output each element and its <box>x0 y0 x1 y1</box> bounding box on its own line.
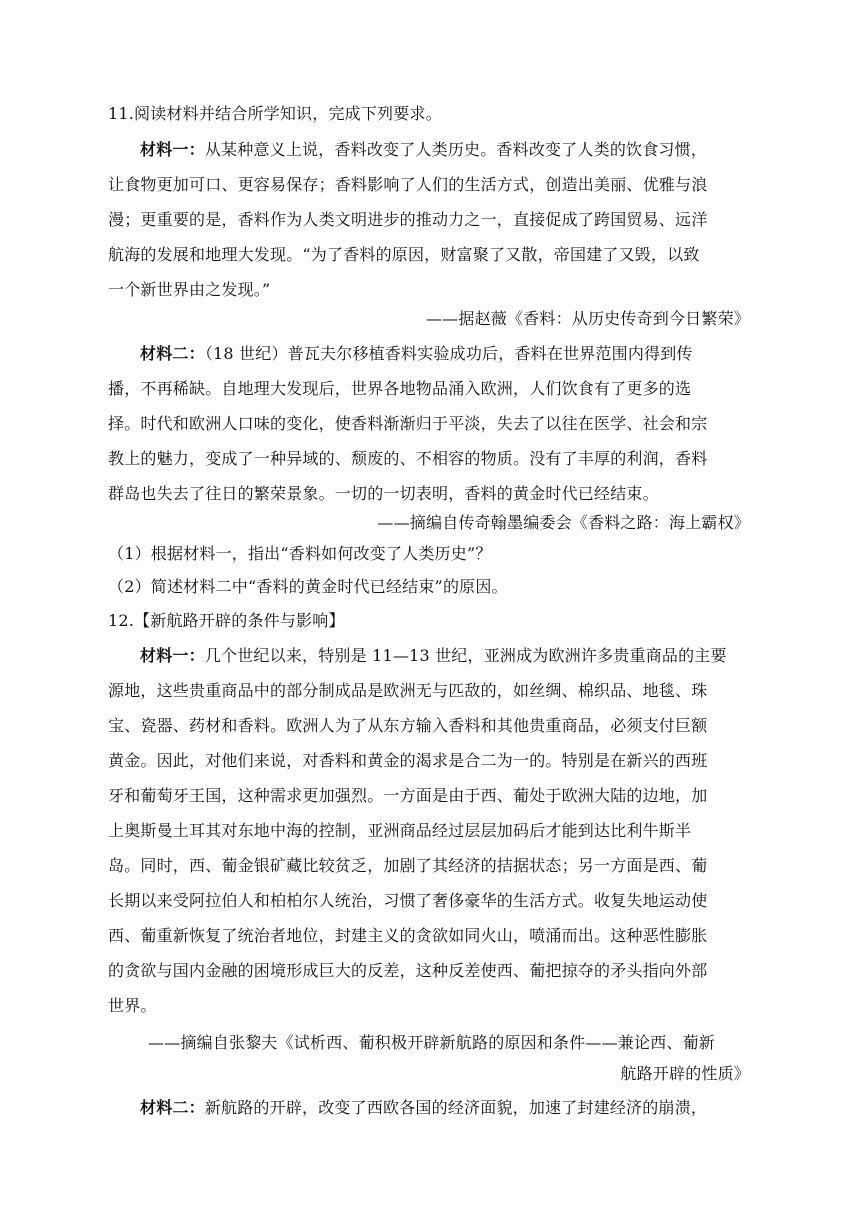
q11-material-1-line: 材料一：从某种意义上说，香料改变了人类历史。香料改变了人类的饮食习惯， <box>140 140 708 159</box>
q12-material-1-source-continued: 航路开辟的性质》 <box>620 1064 750 1083</box>
q11-material-1-label: 材料一： <box>140 140 205 159</box>
q12-material-1-label: 材料一： <box>140 646 205 665</box>
q11-material-2-line: 播，不再稀缺。自地理大发现后，世界各地物品涌入欧洲，人们饮食有了更多的选 <box>108 379 692 398</box>
q12-material-2-label: 材料二： <box>140 1098 205 1117</box>
q11-material-2-line: 群岛也失去了往日的繁荣景象。一切的一切表明，香料的黄金时代已经结束。 <box>108 484 659 503</box>
q12-material-1-line: 源地，这些贵重商品中的部分制成品是欧洲无与匹敌的，如丝绸、棉织品、地毯、珠 <box>108 681 708 700</box>
q12-material-1-line: 长期以来受阿拉伯人和柏柏尔人统治，习惯了奢侈豪华的生活方式。收复失地运动使 <box>108 891 708 910</box>
q11-material-1-line: 航海的发展和地理大发现。“为了香料的原因，财富聚了又散，帝国建了又毁，以致 <box>108 245 700 264</box>
question-12-title: 12.【新航路开辟的条件与影响】 <box>108 611 345 630</box>
q11-material-2-source: ——摘编自传奇翰墨编委会《香料之路：海上霸权》 <box>377 513 750 532</box>
q11-sub-question-2: （2）简述材料二中“香料的黄金时代已经结束”的原因。 <box>108 577 508 596</box>
q11-material-1-line: 一个新世界由之发现。” <box>108 280 271 299</box>
q11-sub-question-1: （1）根据材料一，指出“香料如何改变了人类历史”？ <box>108 544 492 563</box>
q12-material-1-line: 材料一：几个世纪以来，特别是 11—13 世纪，亚洲成为欧洲许多贵重商品的主要 <box>140 646 727 665</box>
q11-material-1-line: 漫；更重要的是，香料作为人类文明进步的推动力之一，直接促成了跨国贸易、远洋 <box>108 210 708 229</box>
q12-material-1-line: 上奥斯曼土耳其对东地中海的控制，亚洲商品经过层层加码后才能到达比利牛斯半 <box>108 821 692 840</box>
q12-material-1-source: ——摘编自张黎夫《试析西、葡积极开辟新航路的原因和条件——兼论西、葡新 <box>148 1033 716 1052</box>
q12-material-1-line: 黄金。因此，对他们来说，对香料和黄金的渴求是合二为一的。特别是在新兴的西班 <box>108 751 708 770</box>
q12-material-1-line: 岛。同时，西、葡金银矿藏比较贫乏，加剧了其经济的拮据状态；另一方面是西、葡 <box>108 856 708 875</box>
q11-material-2-line: 择。时代和欧洲人口味的变化，使香料渐渐归于平淡，失去了以往在医学、社会和宗 <box>108 414 708 433</box>
q12-material-1-line: 牙和葡萄牙王国，这种需求更加强烈。一方面是由于西、葡处于欧洲大陆的边地，加 <box>108 786 708 805</box>
q11-material-2-label: 材料二： <box>140 344 205 363</box>
q12-material-1-line: 世界。 <box>108 996 157 1015</box>
q11-material-2-line: 材料二：（18 世纪）普瓦夫尔移植香料实验成功后，香料在世界范围内得到传 <box>140 344 693 363</box>
q11-material-2-line: 教上的魅力，变成了一种异域的、颓废的、不相容的物质。没有了丰厚的利润，香料 <box>108 449 708 468</box>
q12-material-2-line: 材料二：新航路的开辟，改变了西欧各国的经济面貌，加速了封建经济的崩溃， <box>140 1098 708 1117</box>
q11-material-1-source: ——据赵薇《香料：从历史传奇到今日繁荣》 <box>425 309 750 328</box>
q11-material-1-line: 让食物更加可口、更容易保存；香料影响了人们的生活方式，创造出美丽、优雅与浪 <box>108 175 708 194</box>
question-11-title: 11.阅读材料并结合所学知识，完成下列要求。 <box>108 104 442 123</box>
q12-material-1-line: 的贪欲与国内金融的困境形成巨大的反差，这种反差使西、葡把掠夺的矛头指向外部 <box>108 961 708 980</box>
q12-material-1-line: 西、葡重新恢复了统治者地位，封建主义的贪欲如同火山，喷涌而出。这种恶性膨胀 <box>108 926 708 945</box>
q12-material-1-line: 宝、瓷器、药材和香料。欧洲人为了从东方输入香料和其他贵重商品，必须支付巨额 <box>108 716 708 735</box>
